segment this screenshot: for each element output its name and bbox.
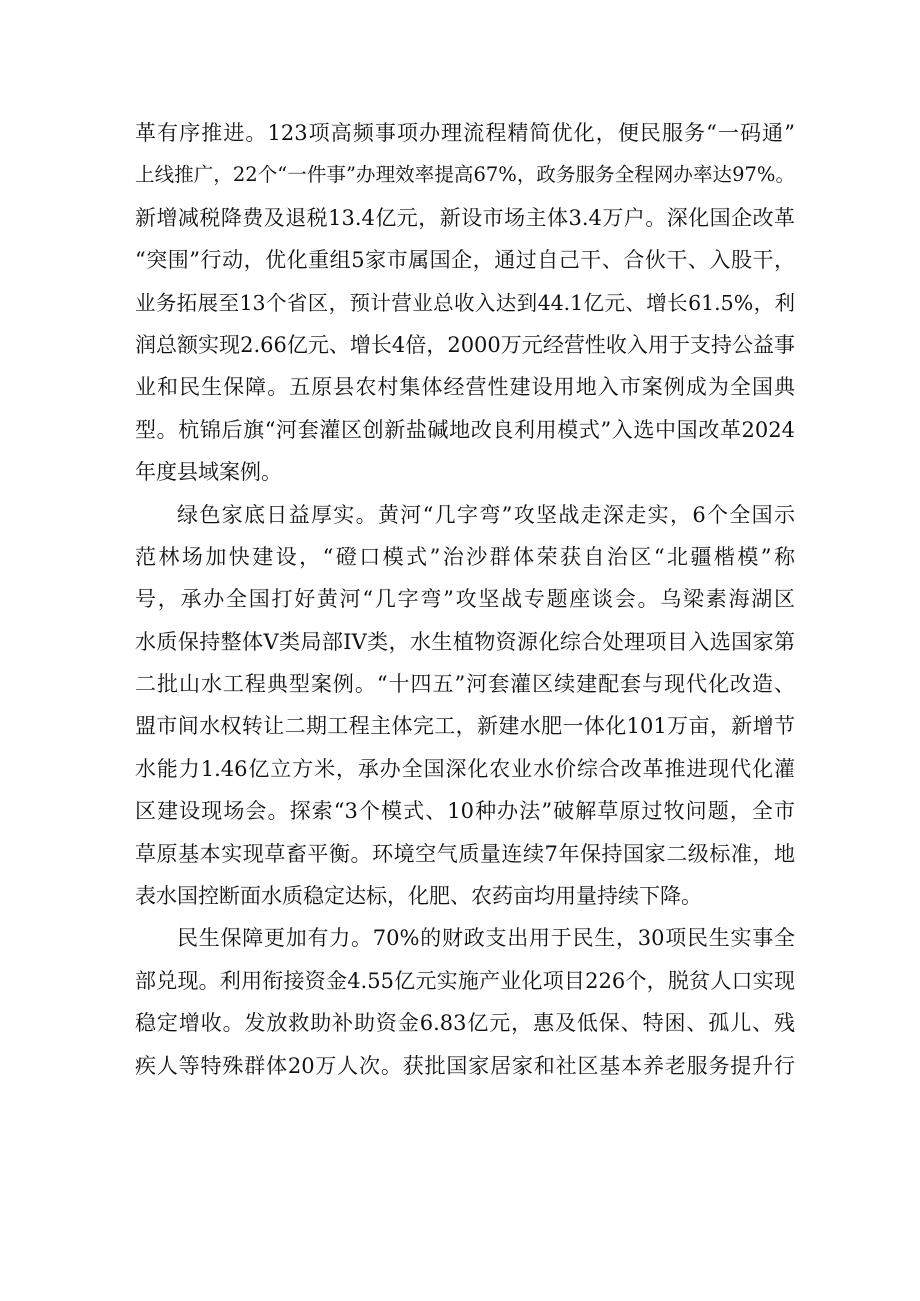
- text-line: 润总额实现2.66亿元、增长4倍，2000万元经营性收入用于支持公益事: [135, 332, 795, 357]
- text-line: 民生保障更加有力。70%的财政支出用于民生，30项民生实事全: [177, 926, 795, 951]
- text-line: 表水国控断面水质稳定达标，化肥、农药亩均用量持续下降。: [135, 884, 702, 909]
- text-line: 水质保持整体V类局部IV类，水生植物资源化综合处理项目入选国家第: [135, 629, 795, 654]
- text-line: 草原基本实现草畜平衡。环境空气质量连续7年保持国家二级标准，地: [135, 841, 795, 866]
- text-line: 业务拓展至13个省区，预计营业总收入达到44.1亿元、增长61.5%，利: [135, 290, 795, 315]
- document-body: [135, 112, 795, 1087]
- text-line: 范林场加快建设，“磴口模式”治沙群体荣获自治区“北疆楷模”称: [135, 544, 795, 569]
- text-line: 二批山水工程典型案例。“十四五”河套灌区续建配套与现代化改造、: [135, 672, 795, 697]
- text-line: 稳定增收。发放救助补助资金6.83亿元，惠及低保、特困、孤儿、残: [135, 1011, 795, 1036]
- paragraph-livelihood: [135, 917, 795, 1087]
- text-line: “突围”行动，优化重组5家市属国企，通过自己干、合伙干、入股干，: [135, 248, 795, 273]
- text-line: 绿色家底日益厚实。黄河“几字弯”攻坚战走深走实，6个全国示: [177, 502, 795, 527]
- text-line: 部兑现。利用衔接资金4.55亿元实施产业化项目226个，脱贫人口实现: [135, 968, 795, 993]
- text-line: 疾人等特殊群体20万人次。获批国家居家和社区基本养老服务提升行: [135, 1053, 795, 1078]
- text-line: 业和民生保障。五原县农村集体经营性建设用地入市案例成为全国典: [135, 375, 795, 400]
- text-line: 盟市间水权转让二期工程主体完工，新建水肥一体化101万亩，新增节: [135, 714, 795, 739]
- text-line: 新增减税降费及退税13.4亿元，新设市场主体3.4万户。深化国企改革: [135, 205, 795, 230]
- text-line: 革有序推进。123项高频事项办理流程精简优化，便民服务“一码通”: [135, 121, 795, 145]
- paragraph-reform: [135, 112, 795, 494]
- text-line: 区建设现场会。探索“3个模式、10种办法”破解草原过牧问题，全市: [135, 799, 795, 824]
- text-line: 上线推广，22个“一件事”办理效率提高67%，政务服务全程网办率达97%。: [135, 163, 795, 187]
- text-line: 水能力1.46亿立方米，承办全国深化农业水价综合改革推进现代化灌: [135, 756, 795, 781]
- text-line: 型。杭锦后旗“河套灌区创新盐碱地改良利用模式”入选中国改革2024: [135, 417, 795, 442]
- text-line: 年度县域案例。: [135, 460, 282, 485]
- paragraph-green: [135, 494, 795, 918]
- text-line: 号，承办全国打好黄河“几字弯”攻坚战专题座谈会。乌梁素海湖区: [135, 587, 795, 612]
